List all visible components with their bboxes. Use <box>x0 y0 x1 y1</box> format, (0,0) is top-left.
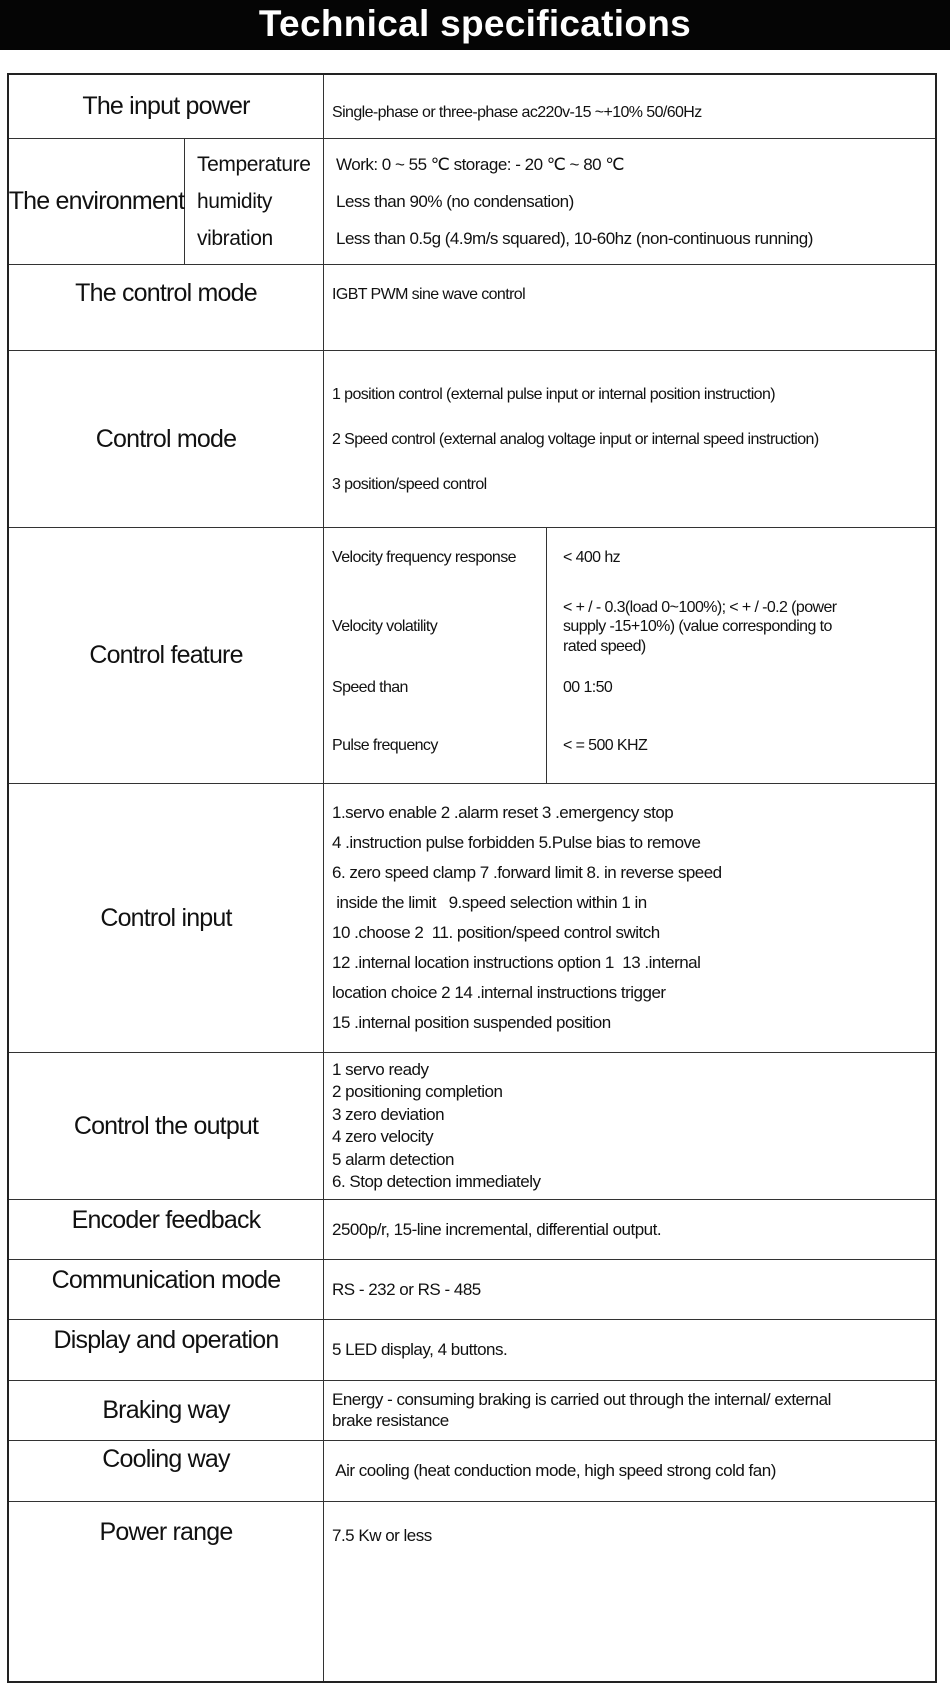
control-output-line: 2 positioning completion <box>332 1082 503 1101</box>
value-environment <box>324 139 935 264</box>
sublabel-temperature: Temperature <box>197 153 311 176</box>
label-control-mode: Control mode <box>95 424 237 453</box>
page-title: Technical specifications <box>258 3 692 44</box>
value-control-input <box>324 784 935 1052</box>
control-input-line: 1.servo enable 2 .alarm reset 3 .emergency stop <box>332 803 674 822</box>
control-input-line: 6. zero speed clamp 7 .forward limit 8. in reverse speed <box>332 863 722 882</box>
env-humidity-value: Less than 90% (no condensation) <box>336 192 574 211</box>
label-the-control-mode: The control mode <box>75 279 257 307</box>
value-encoder-feedback: 2500p/r, 15-line incremental, differential output. <box>332 1219 662 1239</box>
label-display-operation: Display and operation <box>53 1326 279 1354</box>
control-output-line: 6. Stop detection immediately <box>332 1172 541 1191</box>
spec-table <box>7 73 937 1683</box>
value-braking-way: Energy - consuming braking is carried out through the internal/ external brake resistance <box>332 1390 831 1430</box>
title-banner <box>0 0 950 50</box>
control-input-line: inside the limit 9.speed selection within 1 in <box>332 893 647 912</box>
environment-sublabels <box>185 139 323 264</box>
control-output-line: 3 zero deviation <box>332 1104 445 1124</box>
value-cooling-way: Air cooling (heat conduction mode, high speed strong cold fan) <box>332 1461 776 1481</box>
value-control-mode <box>324 351 935 527</box>
feature-name-velocity-volatility: Velocity volatility <box>332 618 438 635</box>
control-mode-speed: 2 Speed control (external analog voltage input or internal speed instruction) <box>332 430 819 448</box>
feature-value-velocity-response: < 400 hz <box>563 549 621 566</box>
feature-name-pulse-frequency: Pulse frequency <box>332 737 438 754</box>
control-output-line: 1 servo ready <box>332 1059 429 1079</box>
feature-value-velocity-volatility: < + / - 0.3(load 0~100%); < + / -0.2 (power supply -15+10%) (value corresponding to rated speed) <box>563 599 837 655</box>
label-communication-mode: Communication mode <box>51 1266 281 1294</box>
value-communication-mode: RS - 232 or RS - 485 <box>332 1279 481 1299</box>
control-input-line: 4 .instruction pulse forbidden 5.Pulse bias to remove <box>332 833 701 852</box>
label-environment: The environment <box>8 187 185 215</box>
sublabel-humidity: humidity <box>197 190 272 213</box>
label-encoder-feedback: Encoder feedback <box>71 1206 261 1234</box>
feature-name-speed-than: Speed than <box>332 679 408 696</box>
label-control-output: Control the output <box>73 1111 259 1140</box>
value-power-range: 7.5 Kw or less <box>332 1526 432 1546</box>
control-input-line: location choice 2 14 .internal instructions trigger <box>332 983 666 1002</box>
feature-value-speed-than: 00 1:50 <box>563 679 613 696</box>
value-control-output <box>324 1053 935 1199</box>
sublabel-vibration: vibration <box>197 227 273 250</box>
control-input-line: 10 .choose 2 11. position/speed control switch <box>332 923 660 942</box>
env-vibration-value: Less than 0.5g (4.9m/s squared), 10-60hz (non-continuous running) <box>336 229 813 248</box>
value-input-power: Single-phase or three-phase ac220v-15 ~+10% 50/60Hz <box>332 103 702 121</box>
label-control-input: Control input <box>100 903 232 932</box>
control-output-line: 4 zero velocity <box>332 1127 434 1146</box>
label-power-range: Power range <box>99 1517 233 1546</box>
value-the-control-mode: IGBT PWM sine wave control <box>332 286 526 303</box>
feature-value-pulse-frequency: < = 500 KHZ <box>563 737 648 754</box>
label-braking-way: Braking way <box>102 1396 230 1424</box>
label-input-power: The input power <box>82 92 250 120</box>
control-output-line: 5 alarm detection <box>332 1149 454 1169</box>
control-input-line: 12 .internal location instructions option 1 13 .internal <box>332 953 701 972</box>
env-temperature-value: Work: 0 ~ 55 ℃ storage: - 20 ℃ ~ 80 ℃ <box>336 155 624 174</box>
label-control-feature: Control feature <box>89 641 243 669</box>
label-cooling-way: Cooling way <box>102 1445 230 1473</box>
control-input-line: 15 .internal position suspended position <box>332 1013 611 1032</box>
control-mode-position-speed: 3 position/speed control <box>332 475 487 493</box>
feature-name-velocity-response: Velocity frequency response <box>332 549 516 566</box>
control-mode-position: 1 position control (external pulse input or internal position instruction) <box>332 385 775 403</box>
value-display-operation: 5 LED display, 4 buttons. <box>332 1340 508 1360</box>
